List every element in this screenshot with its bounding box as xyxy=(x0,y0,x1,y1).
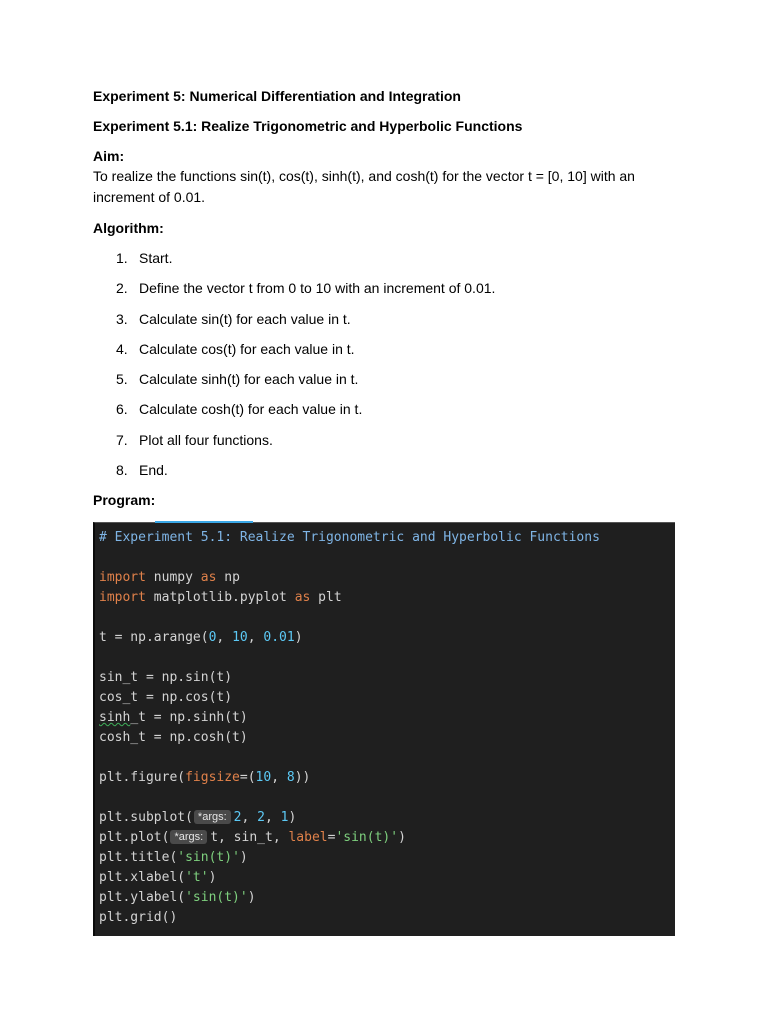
step-number: 2. xyxy=(116,280,128,297)
code-string: 'sin(t)' xyxy=(335,830,399,845)
step-number: 1. xyxy=(116,250,128,266)
code-token: plt.plot( xyxy=(99,830,170,845)
keyword-import: import xyxy=(99,590,146,605)
code-string: 't' xyxy=(185,870,209,885)
step-number: 4. xyxy=(116,340,128,357)
list-item xyxy=(93,278,675,298)
spellcheck-underline: sinh xyxy=(99,710,131,725)
code-param: label xyxy=(288,830,328,845)
code-number: 10 xyxy=(255,770,272,785)
code-token: t = np.arange( xyxy=(99,630,209,645)
code-token: , xyxy=(264,810,281,825)
step-text: Start. xyxy=(139,250,173,266)
code-token: plt.subplot( xyxy=(99,810,193,825)
code-line: sin_t = np.sin(t) xyxy=(99,670,233,685)
step-text: Calculate sin(t) for each value in t. xyxy=(139,310,351,327)
step-text: Plot all four functions. xyxy=(139,431,273,448)
step-text: Define the vector t from 0 to 10 with an increment of 0.01. xyxy=(139,280,496,297)
step-text: Calculate cosh(t) for each value in t. xyxy=(139,401,363,418)
code-token: plt.title( xyxy=(99,850,178,865)
step-number: 8. xyxy=(116,462,128,479)
code-token: plt.figure( xyxy=(99,770,186,785)
keyword-as: as xyxy=(200,570,217,585)
code-token: t, sin_t, xyxy=(210,830,289,845)
code-line: cos_t = np.cos(t) xyxy=(99,690,233,705)
step-number: 6. xyxy=(116,401,128,418)
keyword-as: as xyxy=(294,590,311,605)
step-text: Calculate sinh(t) for each value in t. xyxy=(139,371,359,388)
list-item xyxy=(93,339,675,359)
code-token: , xyxy=(216,630,233,645)
code-token: )) xyxy=(294,770,311,785)
program-heading: Program: xyxy=(93,492,156,509)
code-token: = xyxy=(327,830,336,845)
document-title: Experiment 5: Numerical Differentiation and Integration xyxy=(93,88,461,104)
code-token: ) xyxy=(398,830,406,845)
list-item xyxy=(93,309,675,329)
step-number: 5. xyxy=(116,371,128,388)
document-body xyxy=(93,86,675,510)
code-number: 2 xyxy=(257,810,265,825)
code-token: , xyxy=(241,810,258,825)
code-token: numpy xyxy=(145,570,201,585)
code-line: cosh_t = np.cosh(t) xyxy=(99,730,248,745)
code-token: ) xyxy=(208,870,217,885)
code-token: np xyxy=(216,570,240,585)
list-item xyxy=(93,369,675,389)
code-number: 8 xyxy=(286,770,295,785)
aim-heading: Aim: xyxy=(93,148,125,164)
code-token: , xyxy=(271,770,287,785)
list-item xyxy=(93,460,675,480)
step-text: Calculate cos(t) for each value in t. xyxy=(139,340,355,357)
code-line: plt.grid() xyxy=(99,910,178,925)
step-number: 3. xyxy=(116,310,128,327)
algorithm-heading: Algorithm: xyxy=(93,220,164,236)
step-text: End. xyxy=(139,462,168,479)
code-number: 2 xyxy=(233,810,242,825)
code-number: 1 xyxy=(280,810,289,825)
code-token: =( xyxy=(239,770,256,785)
code-token: matplotlib.pyplot xyxy=(145,590,295,605)
inlay-hint: *args: xyxy=(194,810,231,824)
code-comment: # Experiment 5.1: Realize Trigonometric and Hyperbolic Functions xyxy=(99,530,600,545)
code-token: , xyxy=(247,630,264,645)
code-token: ) xyxy=(288,810,297,825)
code-token: ) xyxy=(239,850,248,865)
code-scroll-indicator xyxy=(155,521,253,523)
code-string: 'sin(t)' xyxy=(185,890,248,905)
algorithm-steps xyxy=(93,248,675,480)
code-token: plt.ylabel( xyxy=(99,890,186,905)
code-token: plt.xlabel( xyxy=(99,870,186,885)
code-block[interactable] xyxy=(93,522,675,936)
step-number: 7. xyxy=(116,431,128,448)
list-item xyxy=(93,248,675,268)
code-number: 10 xyxy=(232,630,248,645)
keyword-import: import xyxy=(99,570,146,585)
code-number: 0 xyxy=(208,630,217,645)
code-param: figsize xyxy=(185,770,240,785)
code-number: 0.01 xyxy=(263,630,295,645)
code-token: ) xyxy=(247,890,256,905)
code-token: _t = np.sinh(t) xyxy=(130,710,248,725)
code-token: ) xyxy=(294,630,303,645)
code-string: 'sin(t)' xyxy=(177,850,240,865)
list-item xyxy=(93,399,675,419)
code-token: plt xyxy=(310,590,342,605)
list-item xyxy=(93,430,675,450)
inlay-hint: *args: xyxy=(170,830,207,844)
code-text xyxy=(95,523,675,928)
experiment-subtitle: Experiment 5.1: Realize Trigonometric and Hyperbolic Functions xyxy=(93,118,523,134)
aim-text: To realize the functions sin(t), cos(t), sinh(t), and cosh(t) for the vector t = [0, 10] with an increment of 0.01. xyxy=(93,168,635,205)
